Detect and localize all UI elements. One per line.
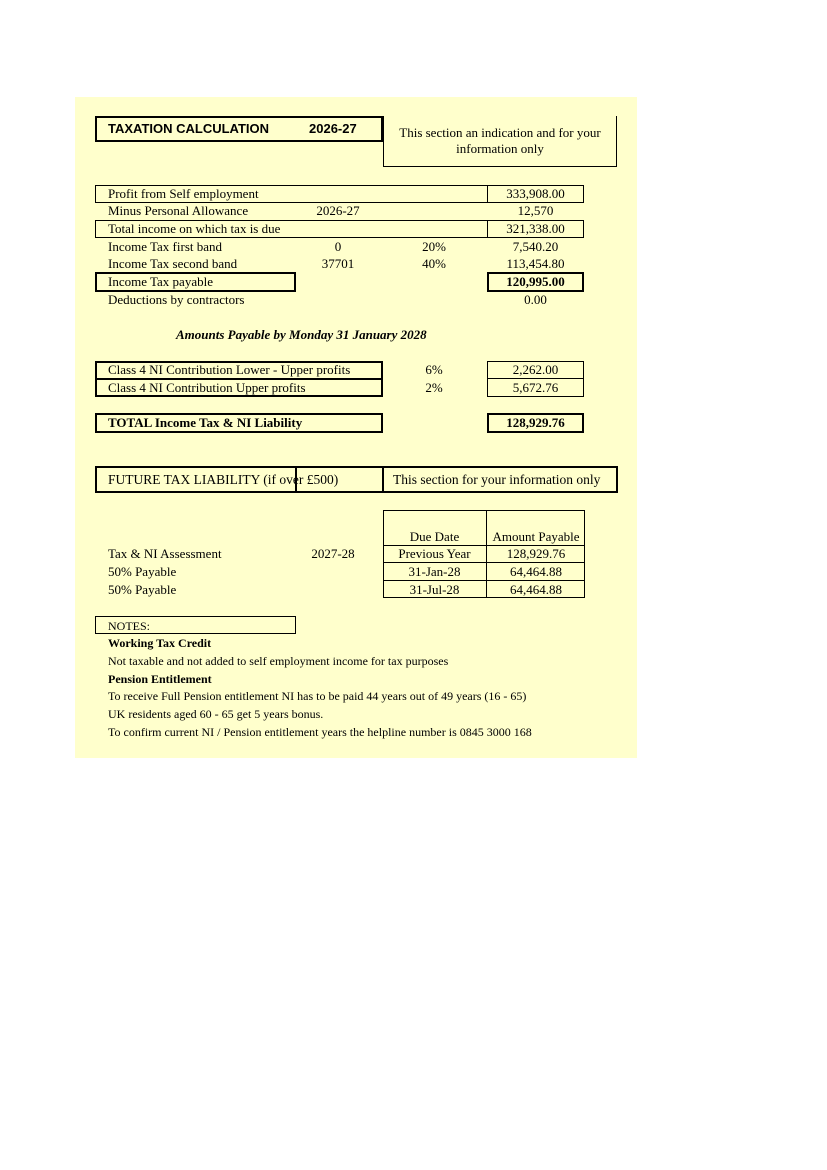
total-label: TOTAL Income Tax & NI Liability (108, 415, 303, 430)
allowance-year: 2026-27 (316, 203, 360, 218)
ni-upper-rate: 2% (425, 380, 443, 395)
amounts-payable-heading: Amounts Payable by Monday 31 January 2028 (176, 327, 427, 342)
total-income-label: Total income on which tax is due (108, 221, 281, 236)
pension-heading: Pension Entitlement (108, 672, 212, 686)
band1-threshold: 0 (334, 239, 342, 254)
band1-value: 7,540.20 (512, 239, 559, 254)
pension-line-2: UK residents aged 60 - 65 get 5 years bonus. (108, 707, 324, 721)
future-table-row-divider-2 (383, 562, 585, 563)
wtc-heading: Working Tax Credit (108, 636, 212, 650)
info-note: This section an indication and for your information only (399, 125, 601, 156)
future-divider-2 (382, 466, 384, 493)
pension-line-3: To confirm current NI / Pension entitlement years the helpline number is 0845 3000 168 (108, 725, 532, 739)
pension-line-1: To receive Full Pension entitlement NI has to be paid 44 years out of 49 years (16 - 65) (108, 689, 527, 703)
band2-rate: 40% (422, 256, 446, 271)
future-row-label: 50% Payable (108, 564, 177, 579)
future-row-due: 31-Jan-28 (408, 564, 461, 579)
deductions-label: Deductions by contractors (108, 292, 245, 307)
future-row-amount: 128,929.76 (506, 546, 566, 561)
profit-label: Profit from Self employment (108, 186, 259, 201)
band2-label: Income Tax second band (108, 256, 238, 271)
future-row-year: 2027-28 (311, 546, 355, 561)
band1-label: Income Tax first band (108, 239, 223, 254)
col-amount-payable: Amount Payable (492, 529, 580, 544)
tax-year: 2026-27 (309, 121, 357, 136)
ni-lower-value: 2,262.00 (512, 362, 559, 377)
allowance-label: Minus Personal Allowance (108, 203, 249, 218)
ni-value-divider (487, 378, 584, 379)
total-income-value: 321,338.00 (506, 221, 565, 236)
ni-lower-label: Class 4 NI Contribution Lower - Upper profits (108, 362, 351, 377)
deductions-value: 0.00 (524, 292, 547, 307)
future-label: FUTURE TAX LIABILITY (if over £500) (108, 472, 339, 487)
future-row-amount: 64,464.88 (510, 564, 562, 579)
ni-upper-value: 5,672.76 (512, 380, 559, 395)
band1-rate: 20% (422, 239, 446, 254)
future-info: This section for your information only (393, 472, 601, 487)
allowance-value: 12,570 (517, 203, 554, 218)
future-table-row-divider-3 (383, 580, 585, 581)
wtc-text: Not taxable and not added to self employment income for tax purposes (108, 654, 449, 668)
ni-lower-rate: 6% (425, 362, 443, 377)
profit-value: 333,908.00 (506, 186, 565, 201)
payable-value: 120,995.00 (506, 274, 565, 289)
future-row-amount: 64,464.88 (510, 582, 562, 597)
band2-threshold: 37701 (321, 256, 355, 271)
page-title: TAXATION CALCULATION (108, 121, 270, 136)
col-due-date: Due Date (409, 529, 460, 544)
future-row-label: 50% Payable (108, 582, 177, 597)
notes-label: NOTES: (108, 619, 150, 633)
total-value: 128,929.76 (506, 415, 565, 430)
future-row-due: Previous Year (398, 546, 471, 561)
payable-label: Income Tax payable (108, 274, 213, 289)
ni-upper-label: Class 4 NI Contribution Upper profits (108, 380, 306, 395)
band2-value: 113,454.80 (506, 256, 565, 271)
future-row-label: Tax & NI Assessment (108, 546, 222, 561)
future-row-due: 31-Jul-28 (409, 582, 460, 597)
